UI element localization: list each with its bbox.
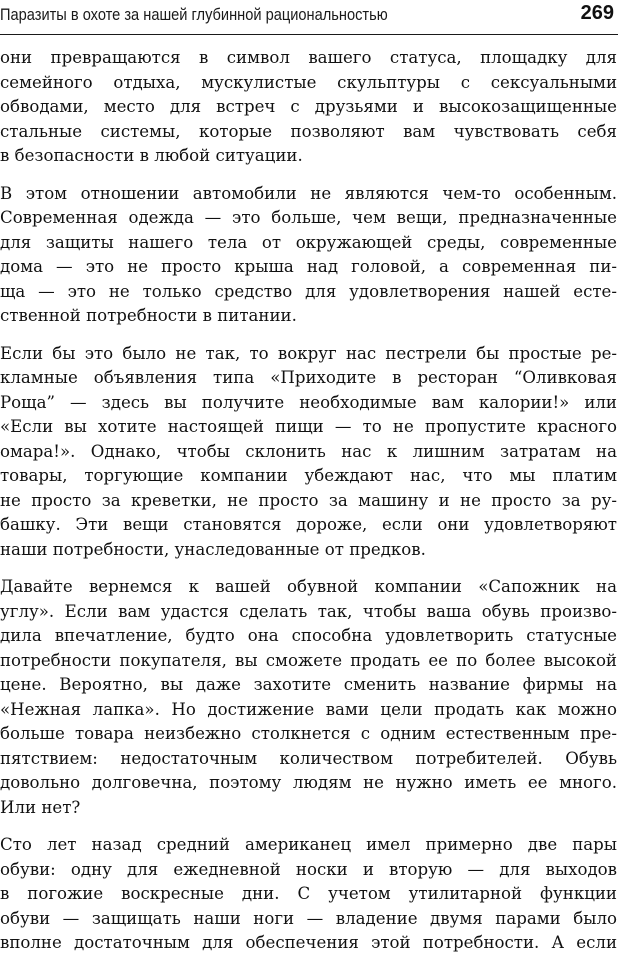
text-line: обуви: одну для ежедневной носки и вторую — для выходов [0,859,617,879]
paragraph-5 [0,833,617,956]
text-line: для защиты нашего тела от окружающей среды, современные [0,232,617,252]
text-line: пятствием: недостаточным количеством потребителей. Обувь [0,748,617,768]
text-line: дила впечатление, будто она способна удовлетворить статусные [0,626,617,645]
text-line: «Если вы хотите настоящей пищи — то не пропустите красного [0,417,617,436]
body-text [0,46,617,969]
text-line: В этом отношении автомобили не являются чем-то особенным. [0,183,617,203]
text-line: довольно долговечна, поэтому людям не нужно иметь ее много. [0,773,617,792]
text-line: Сто лет назад средний американец имел примерно две пары [0,835,617,854]
text-line: обводами, место для встреч с друзьями и высокозащищенные [0,97,617,116]
text-line: в безопасности в любой ситуации. [0,146,303,165]
text-line: Если бы это было не так, то вокруг нас пестрели бы простые ре- [0,343,617,363]
text-line: семейного отдыха, мускулистые скульптуры с сексуальными [0,72,617,92]
text-line: Или нет? [0,797,81,817]
running-header-title: Паразиты в охоте за нашей глубинной рациональностью [0,5,388,24]
text-line: ща — это не только средство для удовлетворения нашей есте- [0,281,617,301]
page-number: 269 [580,2,614,24]
text-line: наши потребности, унаследованные от предков. [0,539,426,559]
text-line: стальные системы, которые позволяют вам чувствовать себя [0,121,617,141]
text-line: товары, торгующие компании убеждают нас, что мы платим [0,466,617,485]
paragraph-1 [0,46,617,169]
text-line: цене. Вероятно, вы даже захотите сменить название фирмы на [0,675,617,694]
text-line: углу». Если вам удастся сделать так, чтобы ваша обувь произво- [0,601,617,621]
text-line: больше товара неизбежно столкнется с одним естественным пре- [0,724,617,743]
text-line: Современная одежда — это больше, чем вещи, предназначенные [0,208,617,227]
text-line: в погожие воскресные дни. С учетом утилитарной функции [0,884,617,903]
text-line: омара!». Однако, чтобы склонить нас к лишним затратам на [0,441,617,461]
text-line: «Нежная лапка». Но достижение вами цели продать как можно [0,699,617,719]
paragraph-4 [0,575,617,820]
running-header [0,0,618,35]
text-line: ственной потребности в питании. [0,306,297,325]
text-line: Роща” — здесь вы получите необходимые вам калории!» или [0,392,617,412]
text-line: не просто за креветки, не просто за машину и не просто за ру- [0,490,617,510]
text-line: кламные объявления типа «Приходите в ресторан “Оливковая [0,368,617,387]
text-line: они превращаются в символ вашего статуса, площадку для [0,48,617,67]
text-line: башку. Эти вещи становятся дороже, если они удовлетворяют [0,515,617,534]
text-line: Давайте вернемся к вашей обувной компании «Сапожник на [0,577,617,596]
text-line: обуви — защищать наши ноги — владение двумя парами было [0,908,617,928]
text-line: дома — это не просто крыша над головой, а современная пи- [0,257,617,276]
paragraph-3 [0,342,617,563]
paragraph-2 [0,182,617,329]
text-line: вполне достаточным для обеспечения этой потребности. А если [0,933,617,952]
text-line: потребности покупателя, вы сможете продать ее по более высокой [0,650,617,670]
